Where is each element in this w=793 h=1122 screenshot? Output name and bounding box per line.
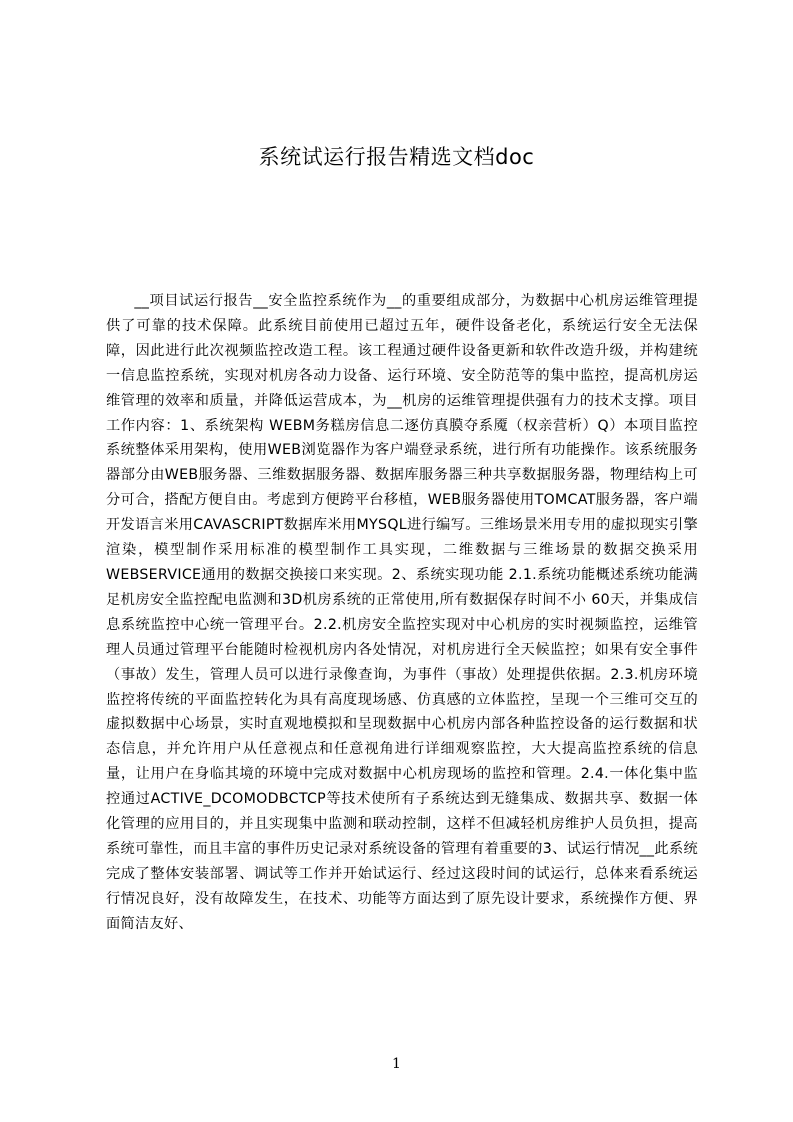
document-title: 系统试运行报告精选文档doc: [258, 145, 535, 169]
body-paragraph: __项目试运行报告__安全监控系统作为__的重要组成部分，为数据中心机房运维管理提供了可靠的技术保障。此系统目前使用已超过五年，硬件设备老化，系统运行安全无法保障，因此进行此次视频监控改造工程。该工程通过硬件设备更新和软件改造升级，并构建统一信息监控系统，实现对机房各动力设备、运行环境、安全防范等的集中监控，提高机房运维管理的效率和质量，并降低运营成本，为__机房的运维管理提供强有力的技术支撑。项目工作内容：1、系统架构 WEBM务糕房信息二逐仿真膜夺系魇（权亲营析）Q）本项目监控系统整体采用架构，使用WEB浏览器作为客户端登录系统，进行所有功能操作。该系统服务器部分由WEB服务器、三维数据服务器、数据库服务器三种共享数据服务器，物理结构上可分可合，搭配方便自由。考虑到方便跨平台移植，WEB服务器使用TOMCAT服务器，客户端开发语言米用CAVASCRIPT数据库米用MYSQL进行编写。三维场景米用专用的虚拟现实引擎渲染，模型制作采用标准的模型制作工具实现，二维数据与三维场景的数据交换采用WEBSERVICE通用的数据交换接口来实现。2、系统实现功能 2.1.系统功能概述系统功能满足机房安全监控配电监测和3D机房系统的正常使用,所有数据保存时间不小 60天，并集成信息系统监控中心统一管理平台。2.2.机房安全监控实现对中心机房的实时视频监控，运维管理人员通过管理平台能随时检视机房内各处情况，对机房进行全天候监控；如果有安全事件（事故）发生，管理人员可以进行录像查询，为事件（事故）处理提供依据。2.3.机房环境监控将传统的平面监控转化为具有高度现场感、仿真感的立体监控，呈现一个三维可交互的虚拟数据中心场景，实时直观地模拟和呈现数据中心机房内部各种监控设备的运行数据和状态信息，并允许用户从任意视点和任意视角进行详细观察监控，大大提高监控系统的信息量，让用户在身临其境的环境中完成对数据中心机房现场的监控和管理。2.4.一体化集中监控通过ACTIVE_DCOMODBCTCP等技术使所有子系统达到无缝集成、数据共享、数据一体化管理的应用目的，并且实现集中监测和联动控制，这样不但减轻机房维护人员负担，提高系统可靠性，而且丰富的事件历史记录对系统设备的管理有着重要的3、试运行情况__此系统完成了整体安装部署、调试等工作并开始试运行、经过这段时间的试运行，总体来看系统运行情况良好，没有故障发生，在技术、功能等方面达到了原先设计要求，系统操作方便、界面简洁友好、: [106, 293, 698, 932]
page-number: 1: [392, 1056, 401, 1072]
